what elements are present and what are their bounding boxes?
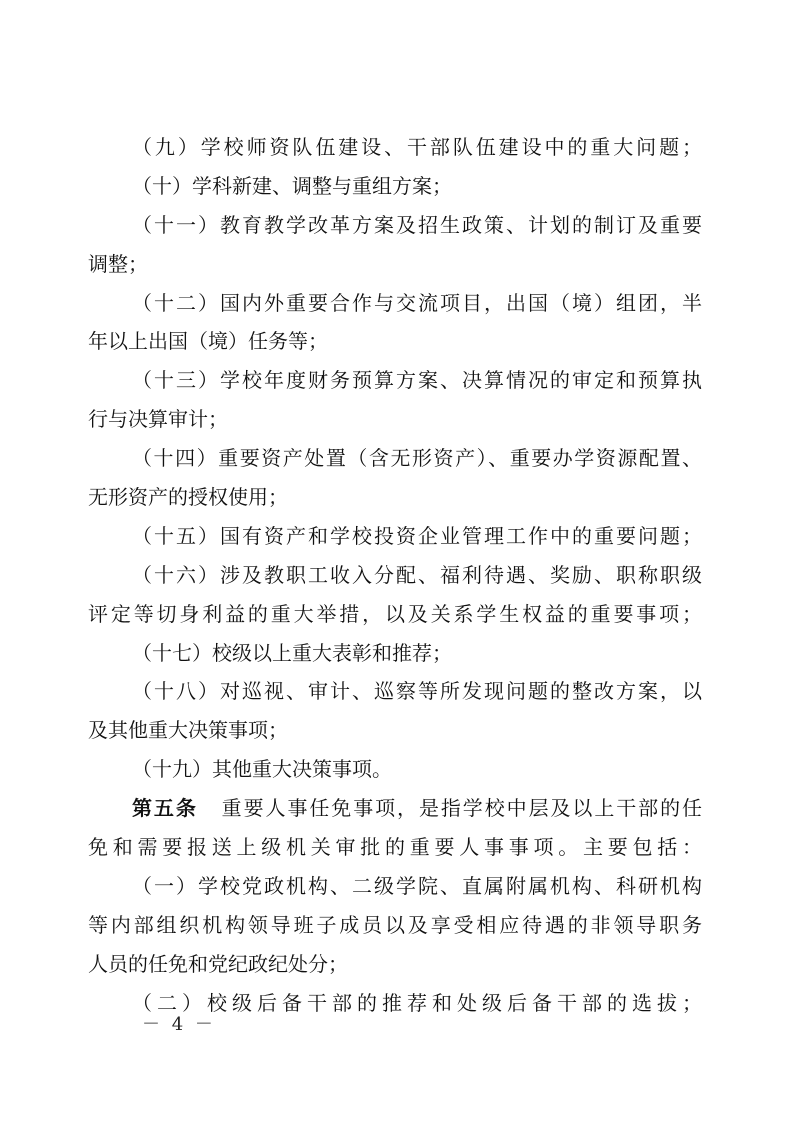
article-five-line-2: 免和需要报送上级机关审批的重要人事事项。主要包括： [88,835,702,860]
paragraph-item-12-line-2: 年以上出国（境）任务等； [88,329,328,354]
paragraph-item-13-line-2: 行与决算审计； [88,407,228,432]
document-body [88,128,702,1022]
article-five-item-2: （二）校级后备干部的推荐和处级后备干部的选拔； [132,990,702,1015]
paragraph-item-12-line-1: （十二）国内外重要合作与交流项目，出国（境）组团，半 [132,290,702,315]
article-five-text: 重要人事任免事项，是指学校中层及以上干部的任 [219,796,703,821]
page-number: － 4 － [142,1014,216,1035]
article-five-item-1-line-3: 人员的任免和党纪政纪处分； [88,951,348,976]
paragraph-item-14-line-1: （十四）重要资产处置（含无形资产）、重要办学资源配置、 [132,446,702,471]
article-five-heading: 第五条 [132,796,198,821]
paragraph-item-14-line-2: 无形资产的授权使用； [88,485,288,510]
article-five-item-1-line-1: （一）学校党政机构、二级学院、直属附属机构、科研机构 [132,873,702,898]
article-five-item-1-line-2: 等内部组织机构领导班子成员以及享受相应待遇的非领导职务 [88,912,702,937]
paragraph-item-16-line-1: （十六）涉及教职工收入分配、福利待遇、奖励、职称职级 [132,562,702,587]
paragraph-item-19: （十九）其他重大决策事项。 [132,757,392,782]
paragraph-item-18-line-1: （十八）对巡视、审计、巡察等所发现问题的整改方案，以 [132,679,702,704]
paragraph-item-11-line-1: （十一）教育教学改革方案及招生政策、计划的制订及重要 [132,212,702,237]
paragraph-item-18-line-2: 及其他重大决策事项； [88,718,288,743]
paragraph-item-17: （十七）校级以上重大表彰和推荐； [132,640,452,665]
paragraph-item-15: （十五）国有资产和学校投资企业管理工作中的重要问题； [132,523,702,548]
paragraph-item-9: （九）学校师资队伍建设、干部队伍建设中的重大问题； [132,135,702,159]
paragraph-item-13-line-1: （十三）学校年度财务预算方案、决算情况的审定和预算执 [132,368,702,393]
paragraph-item-11-line-2: 调整； [88,251,148,276]
paragraph-item-10: （十）学科新建、调整与重组方案； [132,173,452,198]
paragraph-item-16-line-2: 评定等切身利益的重大举措，以及关系学生权益的重要事项； [88,601,702,626]
article-five-line-1 [88,789,702,828]
